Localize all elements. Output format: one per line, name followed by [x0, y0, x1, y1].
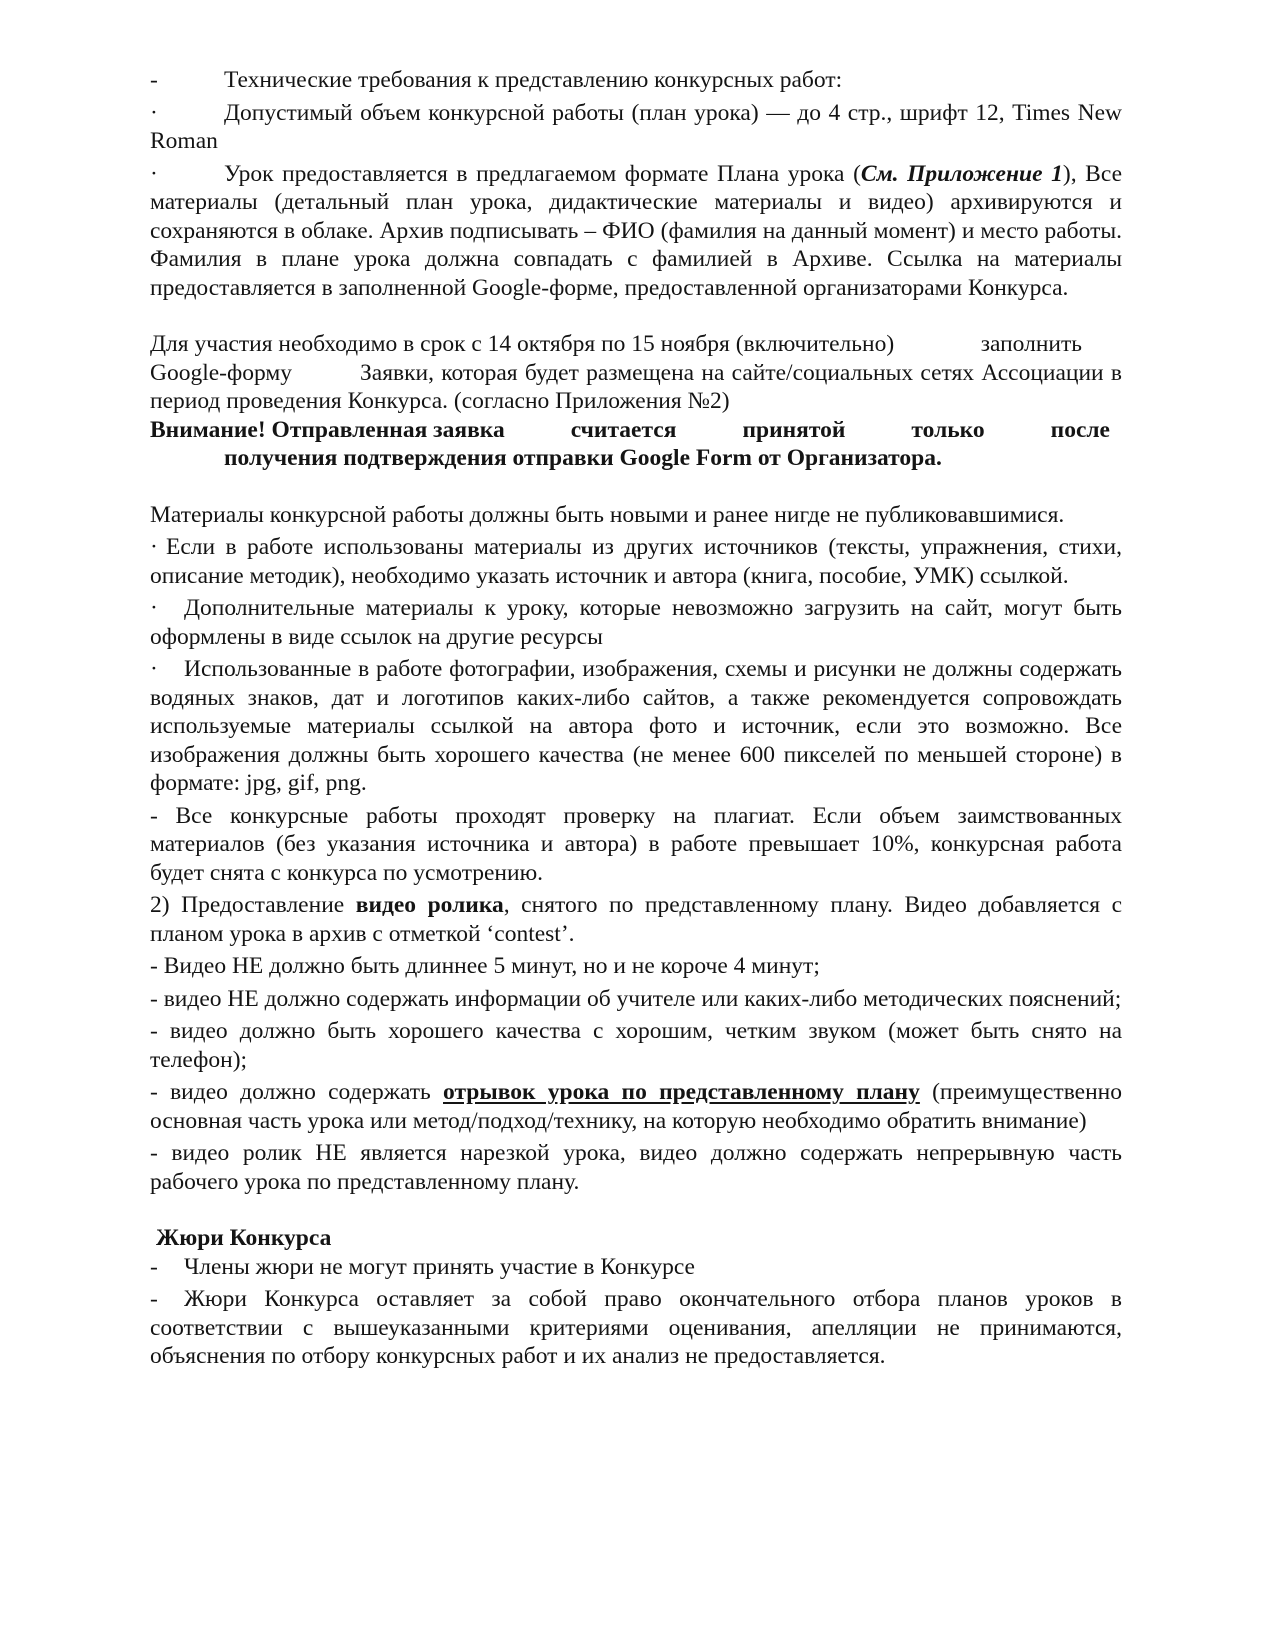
- document-page: [150, 66, 1122, 1371]
- video-length: - Видео НЕ должно быть длиннее 5 минут, но и не короче 4 минут;: [150, 953, 820, 979]
- tech-item-volume: · Допустимый объем конкурсной работы (план урока) — до 4 стр., шрифт 12, Times New Roman: [150, 99, 1122, 154]
- tech-requirements-title: - Технические требования к представлению конкурсных работ:: [150, 67, 843, 93]
- materials-plagiarism: - Все конкурсные работы проходят проверку на плагиат. Если объем заимствованных материалов (без указания источника и автора) в работе превышает 10%, конкурсная работа будет снята с конкурса по усмотрению.: [150, 802, 1122, 886]
- jury-item-2: - Жюри Конкурса оставляет за собой право окончательного отбора планов уроков в соответствии с вышеуказанными критериями оценивания, апелляции не принимаются, объяснения по отбору конкурсных работ и их анализ не предоставляется.: [150, 1286, 1122, 1369]
- participation-paragraph: Для участия необходимо в срок с 14 октября по 15 ноября (включительно) заполнить Google-форму Заявки, которая будет размещена на сайте/социальных сетях Ассоциации в период проведения Конкурса. (согласно Приложения №2): [150, 331, 1122, 414]
- video-intro: 2) Предоставление видео ролика, снятого по представленному плану. Видео добавляется с планом урока в архив с отметкой ‘contest’.: [150, 892, 1122, 947]
- tech-item-format: · Урок предоставляется в предлагаемом формате Плана урока (См. Приложение 1), Все материалы (детальный план урока, дидактические материалы и видео) архивируются и сохраняются в облаке. Архив подписывать – ФИО (фамилия на данный момент) и место работы. Фамилия в плане урока должна совпадать с фамилией в Архиве. Ссылка на материалы предоставляется в заполненной Google-форме, предоставленной организаторами Конкурса.: [150, 160, 1122, 301]
- video-excerpt: - видео должно содержать отрывок урока по представленному плану (преимущественно основная часть урока или метод/подход/технику, на которую необходимо обратить внимание): [150, 1079, 1122, 1134]
- video-quality: - видео должно быть хорошего качества с хорошим, четким звуком (может быть снято на телефон);: [150, 1018, 1122, 1073]
- video-continuous: - видео ролик НЕ является нарезкой урока, видео должно содержать непрерывную часть рабочего урока по представленному плану.: [150, 1140, 1122, 1195]
- jury-heading: Жюри Конкурса: [156, 1225, 332, 1251]
- appendix-1-reference: См. Приложение 1: [860, 160, 1063, 187]
- materials-new: Материалы конкурсной работы должны быть новыми и ранее нигде не публиковавшимися.: [150, 501, 1065, 528]
- materials-sources: · Если в работе использованы материалы из других источников (тексты, упражнения, стихи, описание методик), необходимо указать источник и автора (книга, пособие, УМК) ссылкой.: [150, 534, 1122, 589]
- video-no-info: - видео НЕ должно содержать информации об учителе или каких-либо методических пояснений;: [150, 985, 1122, 1012]
- materials-images: · Использованные в работе фотографии, изображения, схемы и рисунки не должны содержать водяных знаков, дат и логотипов каких-либо сайтов, а также рекомендуется сопровождать используемые материалы ссылкой на автора фото и источник, если это возможно. Все изображения должны быть хорошего качества (не менее 600 пикселей по меньшей стороне) в формате: jpg, gif, png.: [150, 656, 1122, 796]
- jury-item-1: - Члены жюри не могут принять участие в Конкурсе: [150, 1253, 695, 1280]
- materials-extra: · Дополнительные материалы к уроку, которые невозможно загрузить на сайт, могут быть оформлены в виде ссылок на другие ресурсы: [150, 595, 1122, 650]
- notice-block: Внимание! Отправленная заявка считается принятой только после получения подтверждения отправки Google Form от Организатора.: [150, 416, 1110, 471]
